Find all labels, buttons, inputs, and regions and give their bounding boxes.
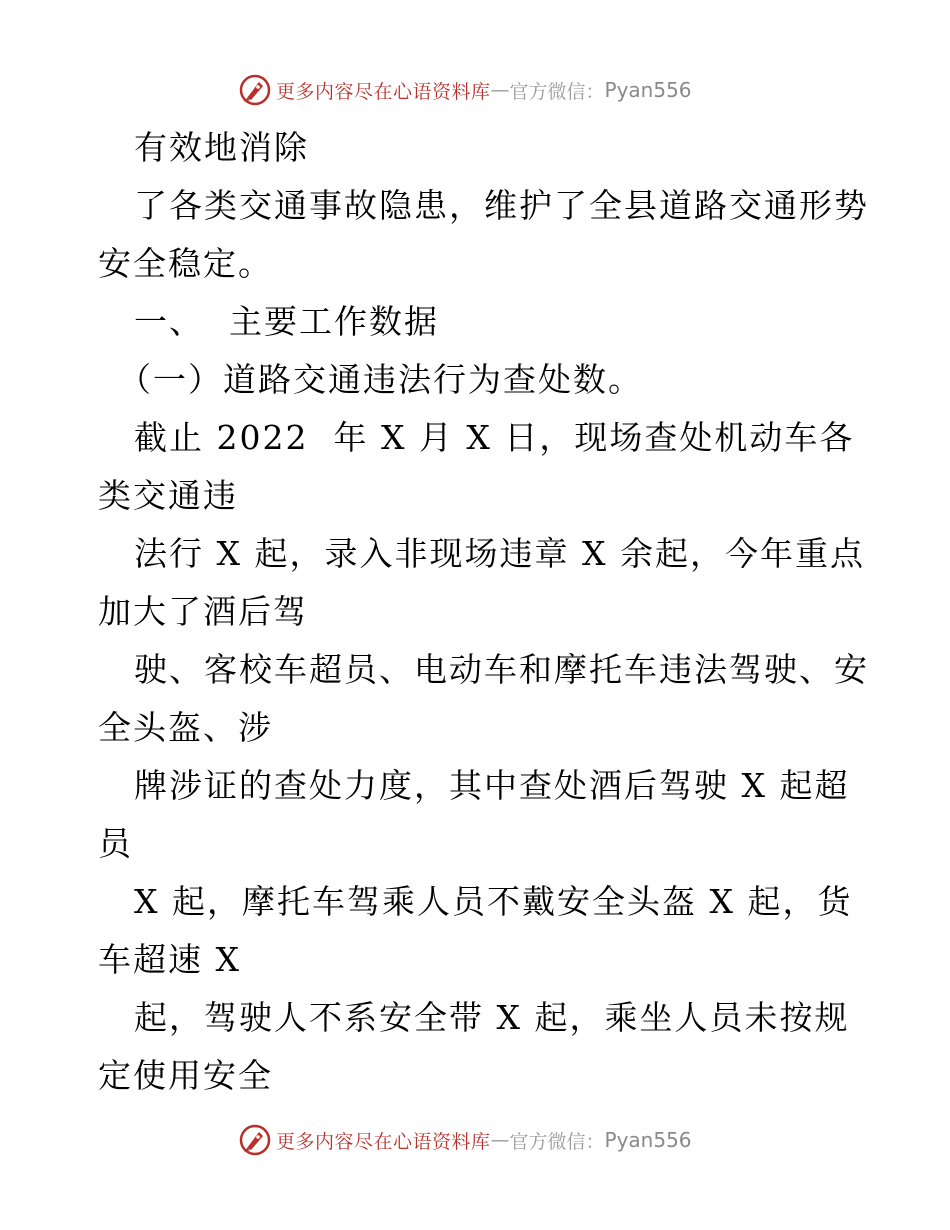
watermark-separator: — bbox=[490, 1129, 510, 1151]
body-line: 加大了酒后驾 bbox=[98, 592, 308, 631]
watermark-text: 更多内容尽在心语资料库 bbox=[276, 1130, 491, 1153]
body-line: X 起，摩托车驾乘人员不戴安全头盔 X 起，货 bbox=[134, 882, 853, 921]
watermark-wechat-id: Pyan556 bbox=[604, 78, 692, 102]
section-heading: 一、 主要工作数据 bbox=[134, 302, 439, 341]
body-line: 驶、客校车超员、电动车和摩托车违法驾驶、安 bbox=[134, 650, 869, 689]
watermark-wechat-label: 官方微信： bbox=[509, 1130, 605, 1153]
body-line: 类交通违 bbox=[98, 476, 238, 515]
pen-nib-icon bbox=[238, 1123, 272, 1157]
watermark-separator: — bbox=[490, 79, 510, 101]
body-line: 安全稳定。 bbox=[98, 244, 273, 283]
watermark-wechat-label: 官方微信： bbox=[509, 80, 605, 103]
body-line: 定使用安全 bbox=[98, 1056, 273, 1095]
header-watermark bbox=[238, 72, 692, 108]
body-line: 员 bbox=[98, 824, 133, 863]
watermark-text: 更多内容尽在心语资料库 bbox=[276, 80, 491, 103]
watermark-wechat-id: Pyan556 bbox=[604, 1128, 692, 1152]
footer-watermark bbox=[238, 1122, 692, 1158]
body-line: 全头盔、涉 bbox=[98, 708, 273, 747]
subsection-heading: （一）道路交通违法行为查处数。 bbox=[118, 360, 643, 399]
pen-nib-icon bbox=[238, 73, 272, 107]
body-line: 有效地消除 bbox=[134, 128, 309, 167]
body-line: 起，驾驶人不系安全带 X 起，乘坐人员未按规 bbox=[134, 998, 850, 1037]
body-line: 了各类交通事故隐患，维护了全县道路交通形势 bbox=[134, 186, 869, 225]
body-line: 法行 X 起，录入非现场违章 X 余起，今年重点 bbox=[134, 534, 865, 573]
body-line: 截止 2022 年 X 月 X 日，现场查处机动车各 bbox=[134, 418, 855, 457]
body-line: 牌涉证的查处力度，其中查处酒后驾驶 X 起超 bbox=[134, 766, 850, 805]
body-line: 车超速 X bbox=[98, 940, 241, 979]
